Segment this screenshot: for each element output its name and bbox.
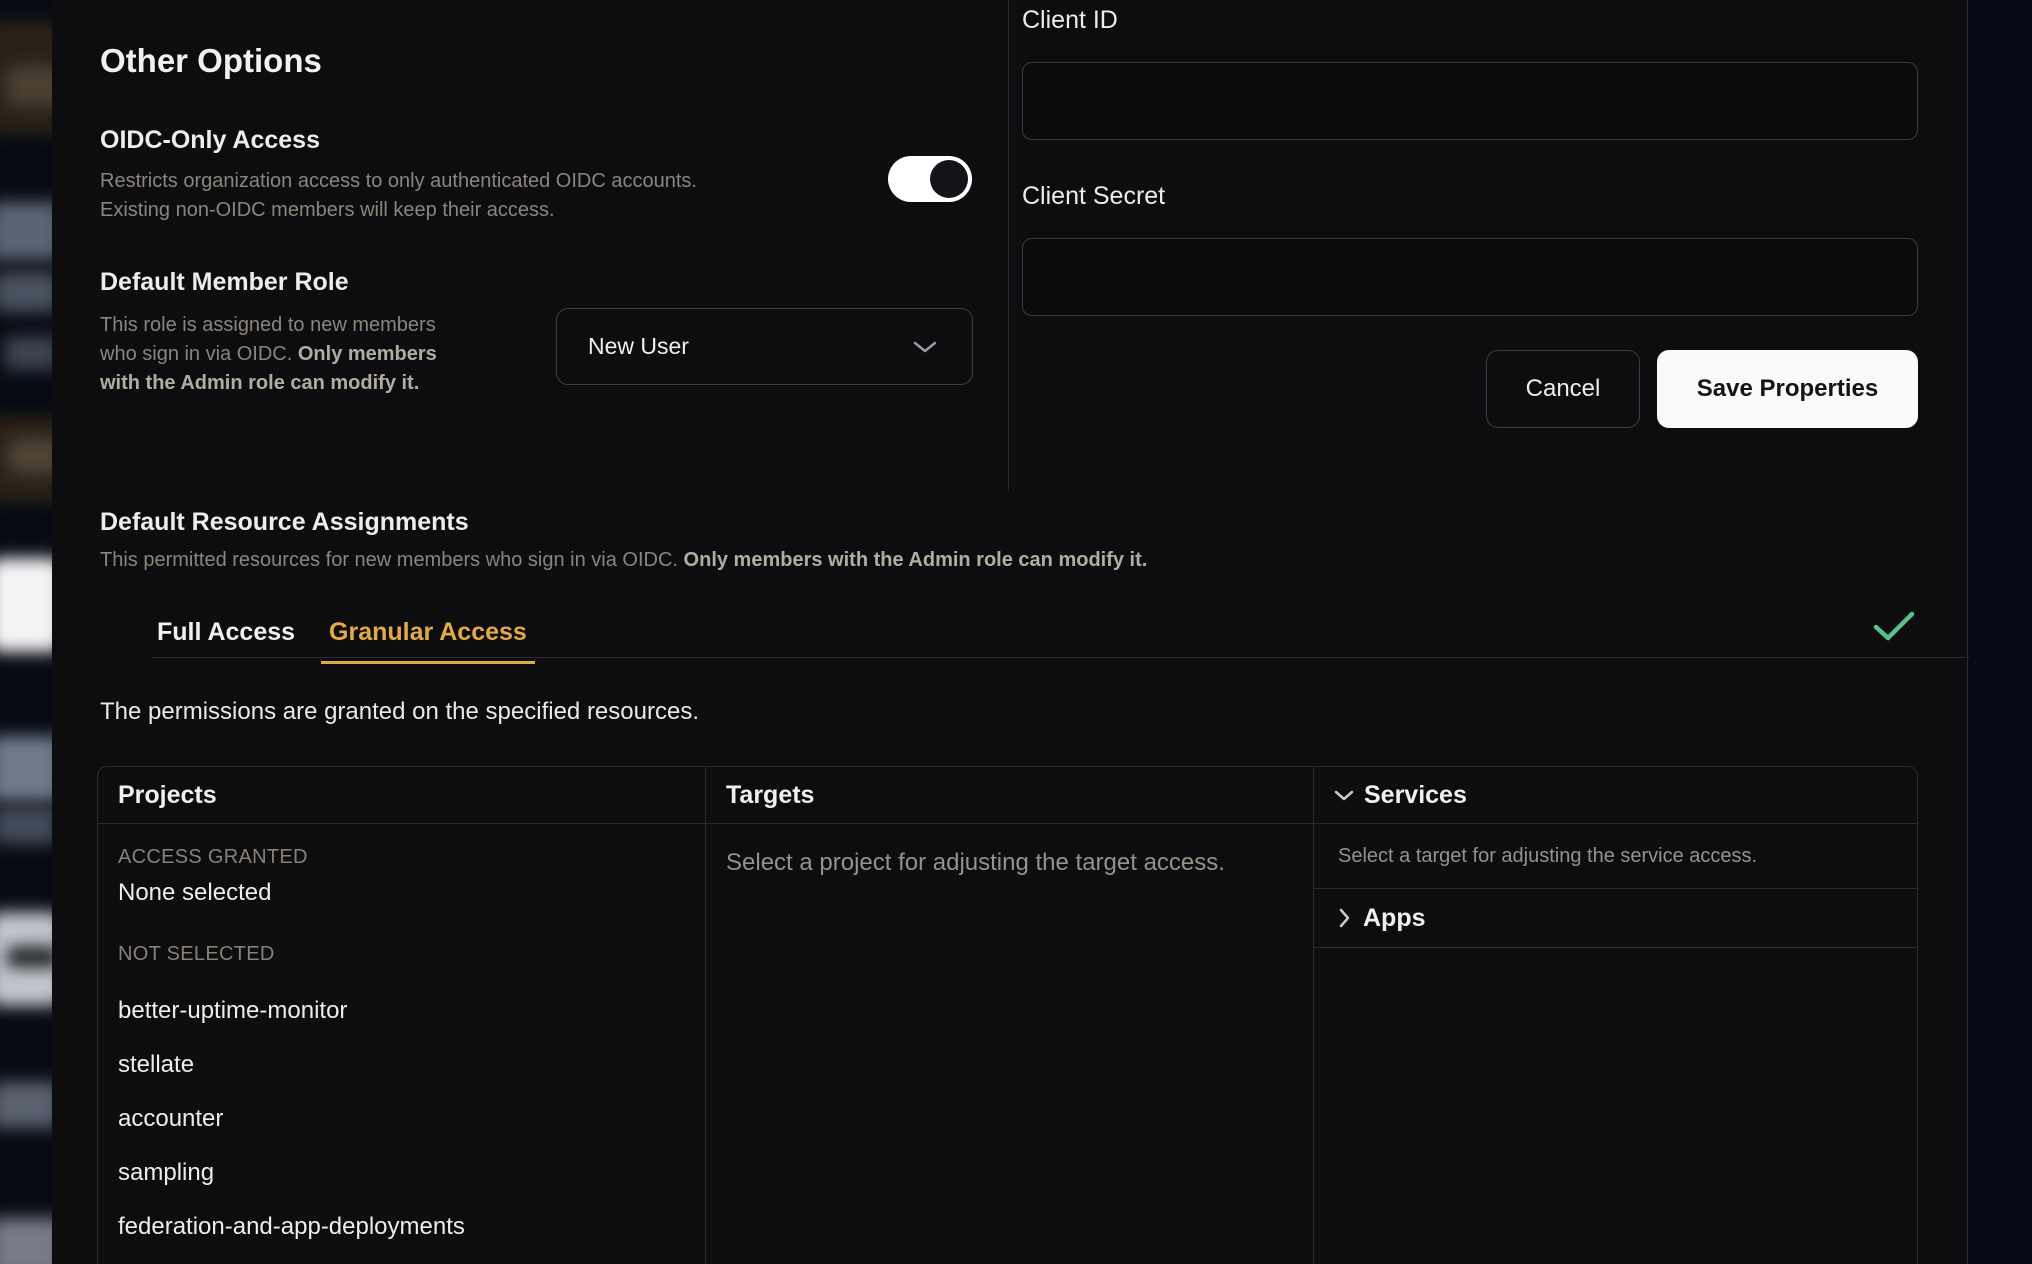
targets-column-header: Targets (706, 767, 1313, 824)
project-list-item[interactable]: sampling (118, 1159, 215, 1186)
client-id-label: Client ID (1022, 6, 1118, 34)
apps-group-label: Apps (1363, 903, 1426, 932)
oidc-desc-line1: Restricts organization access to only authenticated OIDC accounts. (100, 170, 697, 192)
default-member-role-select[interactable] (556, 308, 973, 385)
oidc-desc-line2: Existing non-OIDC members will keep their access. (100, 199, 555, 221)
access-tabs (149, 608, 535, 658)
oidc-only-access-toggle[interactable] (888, 156, 972, 202)
tab-full-access[interactable]: Full Access (157, 618, 296, 646)
other-options-title: Other Options (100, 42, 322, 79)
project-list-item[interactable]: stellate (118, 1051, 195, 1078)
tabs-divider (152, 657, 1969, 658)
resource-assignments-title: Default Resource Assignments (100, 508, 469, 536)
chevron-down-icon (1334, 789, 1354, 802)
granted-empty-text: None selected (118, 879, 272, 906)
targets-placeholder: Select a project for adjusting the target access. (726, 849, 1225, 876)
project-list-item[interactable]: federation-and-app-deployments (118, 1213, 465, 1240)
client-secret-label: Client Secret (1022, 182, 1166, 210)
permissions-note: The permissions are granted on the specified resources. (100, 698, 699, 725)
project-list-item[interactable]: accounter (118, 1105, 224, 1132)
services-column (1314, 767, 1917, 1264)
saved-check-icon (1872, 609, 1916, 643)
default-member-role-description (100, 311, 520, 398)
selected-role-value: New User (588, 333, 689, 359)
resource-assignments-description: This permitted resources for new members who sign in via OIDC. Only members with the Admin role can modify it. (100, 549, 1148, 571)
client-secret-input[interactable] (1022, 238, 1918, 316)
chevron-right-icon (1338, 908, 1351, 928)
background-page-gutter (1967, 0, 2032, 1264)
role-desc-line2: who sign in via OIDC. Only members (100, 343, 437, 365)
oidc-only-access-label: OIDC-Only Access (100, 126, 320, 154)
services-column-header[interactable]: Services (1314, 767, 1917, 824)
save-properties-button[interactable]: Save Properties (1657, 350, 1918, 428)
apps-group-row[interactable] (1314, 889, 1917, 948)
resource-grid (97, 766, 1918, 1264)
project-items (98, 984, 705, 1254)
not-selected-label: NOT SELECTED (118, 943, 275, 965)
default-member-role-label: Default Member Role (100, 268, 349, 296)
panel-divider (1008, 0, 1009, 491)
project-list-item[interactable]: better-uptime-monitor (118, 997, 348, 1024)
role-desc-line3: with the Admin role can modify it. (100, 372, 420, 394)
projects-column-header: Projects (98, 767, 705, 824)
projects-column (98, 767, 706, 1264)
chevron-down-icon (912, 339, 938, 355)
cancel-button[interactable]: Cancel (1486, 350, 1640, 428)
oidc-only-access-description (100, 167, 820, 225)
targets-column (706, 767, 1314, 1264)
access-granted-label: ACCESS GRANTED (118, 846, 308, 868)
role-desc-line1: This role is assigned to new members (100, 314, 436, 336)
toggle-knob (930, 160, 968, 198)
not-selected-group (98, 907, 705, 966)
background-blurred-sidebar (0, 0, 52, 1264)
client-id-input[interactable] (1022, 62, 1918, 140)
oidc-settings-panel (52, 0, 1967, 1264)
projects-list (98, 824, 705, 1254)
services-placeholder-row (1314, 824, 1917, 889)
services-placeholder: Select a target for adjusting the service access. (1338, 844, 1758, 867)
tab-granular-access[interactable]: Granular Access (321, 608, 535, 664)
